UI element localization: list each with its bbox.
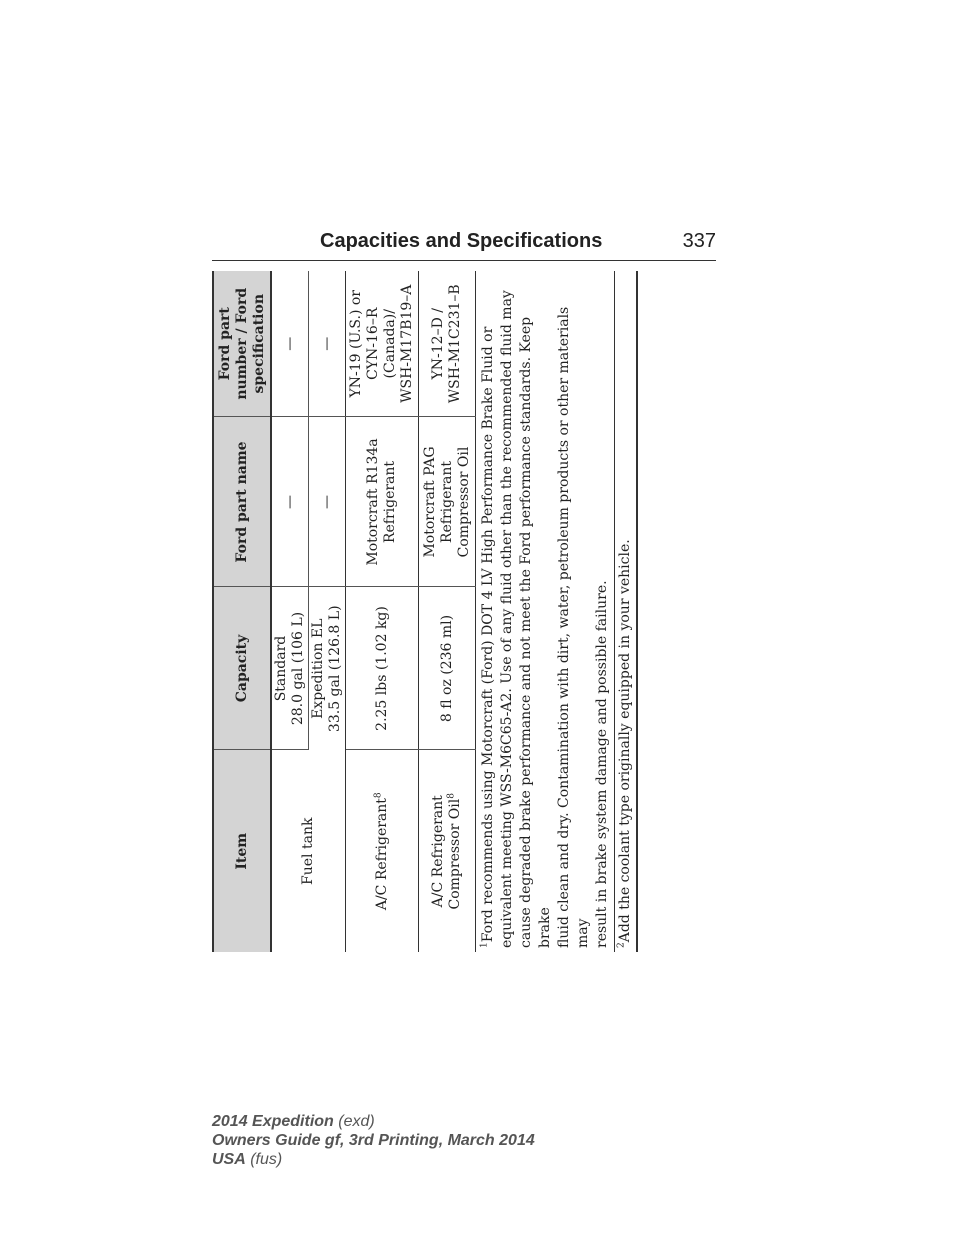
fuel-standard-value: 28.0 gal (106 L) bbox=[290, 611, 306, 726]
oil-item-line: A/C Refrigerant bbox=[430, 795, 446, 908]
footnote-line: equivalent meeting WSS-M6C65-A2. Use of any fluid other than the recommended fluid may bbox=[499, 290, 515, 948]
footnote-line: cause degraded brake performance and not meet the Ford performance standards. Keep brake bbox=[518, 316, 553, 948]
cell-ac-capacity: 2.25 lbs (1.02 kg) bbox=[346, 587, 419, 750]
cell-fuel-part-name-1: — bbox=[271, 417, 309, 587]
fuel-standard-label: Standard bbox=[273, 635, 289, 702]
specifications-table-rotated bbox=[212, 271, 633, 952]
footnote-line: Add the coolant type originally equipped in your vehicle. bbox=[617, 539, 633, 943]
table-row-ac-refrigerant bbox=[346, 271, 419, 952]
footnote-1 bbox=[476, 271, 615, 952]
ac-part-name-line: Motorcraft R134a bbox=[365, 438, 381, 566]
cell-oil-capacity: 8 fl oz (236 ml) bbox=[419, 587, 476, 750]
footnote-row-2 bbox=[615, 271, 638, 952]
fuel-el-label: Expedition EL bbox=[310, 618, 326, 719]
footnote-row-1 bbox=[476, 271, 615, 952]
oil-spec-line: YN-12–D / bbox=[430, 308, 446, 380]
footnote-2 bbox=[615, 271, 638, 952]
oil-spec-line: WSH-M1C231–B bbox=[447, 284, 463, 404]
table-header-row bbox=[213, 271, 271, 952]
col-header-part-name: Ford part name bbox=[213, 417, 271, 587]
ac-spec-line: WSH-M17B19–A bbox=[399, 284, 415, 403]
cell-ac-spec bbox=[346, 271, 419, 417]
footnote-line: result in brake system damage and possible failure. bbox=[594, 580, 610, 948]
fuel-el-value: 33.5 gal (126.8 L) bbox=[327, 605, 343, 733]
col-header-item: Item bbox=[213, 750, 271, 952]
footer-model: 2014 Expedition bbox=[212, 1113, 334, 1130]
cell-fuel-spec-2: — bbox=[309, 271, 346, 417]
col-header-capacity: Capacity bbox=[213, 587, 271, 750]
footer-market: USA bbox=[212, 1151, 246, 1168]
oil-part-name-line: Compressor Oil bbox=[455, 446, 472, 558]
specifications-table bbox=[212, 271, 638, 952]
footer-line-3 bbox=[212, 1150, 535, 1169]
footnote-2-marker: 2 bbox=[616, 942, 627, 948]
oil-item-line: Compressor Oil bbox=[447, 798, 463, 910]
cell-oil-spec bbox=[419, 271, 476, 417]
footer-line-1 bbox=[212, 1112, 535, 1131]
footer-line-2 bbox=[212, 1131, 535, 1150]
cell-ac-part-name bbox=[346, 417, 419, 587]
ac-item-footnote-ref: 8 bbox=[372, 792, 383, 799]
table-row-ac-oil bbox=[419, 271, 476, 952]
section-title: Capacities and Specifications bbox=[320, 230, 603, 252]
cell-fuel-tank-item: Fuel tank bbox=[300, 817, 316, 885]
ac-spec-line: YN-19 (U.S.) or bbox=[348, 290, 364, 398]
oil-part-name-line: Motorcraft PAG bbox=[421, 446, 438, 558]
ac-part-name-line: Refrigerant bbox=[382, 460, 398, 544]
footnote-1-marker: 1 bbox=[479, 942, 490, 948]
page-footer bbox=[212, 1112, 535, 1169]
oil-item-footnote-ref: 8 bbox=[446, 793, 457, 799]
page-header bbox=[212, 228, 716, 261]
ac-spec-line: (Canada)/ bbox=[382, 309, 398, 379]
footnote-line: fluid clean and dry. Contamination with dirt, water, petroleum products or other materials may bbox=[556, 306, 591, 948]
oil-part-name-line: Refrigerant bbox=[438, 460, 455, 544]
cell-fuel-standard-capacity bbox=[271, 587, 309, 750]
table-row-fuel-tank-standard bbox=[271, 271, 309, 952]
cell-fuel-el-capacity bbox=[309, 587, 346, 750]
col-header-part-number: Ford part number / Ford specification bbox=[213, 271, 271, 417]
page-number: 337 bbox=[682, 230, 716, 252]
footer-model-code: (exd) bbox=[333, 1113, 375, 1130]
footer-guide-edition: Owners Guide gf, 3rd Printing, March 2014 bbox=[212, 1132, 535, 1149]
footer-market-code: (fus) bbox=[245, 1151, 283, 1168]
cell-ac-item bbox=[346, 750, 419, 952]
ac-item-label: A/C Refrigerant bbox=[373, 798, 390, 911]
footnote-line: Ford recommends using Motorcraft (Ford) DOT 4 LV High Performance Brake Fluid or bbox=[480, 326, 496, 943]
ac-spec-line: CYN-16–R bbox=[365, 307, 381, 380]
cell-oil-item bbox=[419, 750, 476, 952]
cell-fuel-part-name-2: — bbox=[309, 417, 346, 587]
cell-fuel-spec-1: — bbox=[271, 271, 309, 417]
cell-oil-part-name bbox=[419, 417, 476, 587]
